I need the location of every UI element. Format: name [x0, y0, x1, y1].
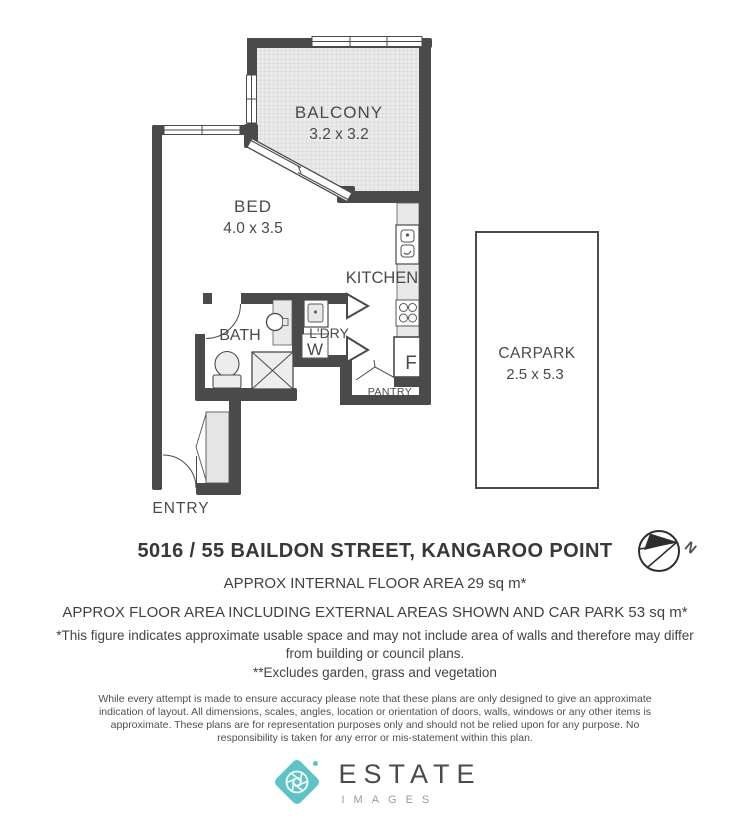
logo-subtitle: IMAGES	[341, 793, 439, 806]
internal-area-text: APPROX INTERNAL FLOOR AREA 29 sq m*	[223, 575, 527, 592]
laundry-tub-icon	[304, 300, 328, 327]
note-excludes-garden: **Excludes garden, grass and vegetation	[253, 665, 497, 680]
balcony-dims: 3.2 x 3.2	[309, 126, 369, 143]
carpark-label: CARPARK	[498, 345, 576, 362]
total-area-text: APPROX FLOOR AREA INCLUDING EXTERNAL AREAS SHOWN AND CAR PARK 53 sq m*	[62, 604, 688, 621]
entry-fixtures	[163, 412, 229, 488]
kitchen-label: KITCHEN	[345, 269, 419, 287]
kitchen-fixtures	[394, 203, 420, 377]
washer-label: W	[306, 340, 324, 359]
svg-text:F: F	[405, 353, 417, 374]
entry-label: ENTRY	[152, 500, 210, 517]
balcony-label: BALCONY	[294, 103, 384, 122]
pantry-label: PANTRY	[367, 386, 413, 398]
aperture-icon	[280, 765, 314, 799]
note-usable-space-text: *This figure indicates approximate usable space and may not include area of walls and therefore may differ from building or council plans.	[56, 628, 694, 661]
bed-label: BED	[234, 197, 272, 216]
laundry-label: L'DRY	[309, 325, 349, 341]
bath-fixtures	[206, 300, 293, 389]
pantry-door-icon	[356, 360, 397, 380]
camera-diamond-icon	[268, 753, 326, 811]
wardrobe-icon	[206, 412, 229, 483]
estate-images-logo	[0, 753, 750, 811]
note-usable-space	[0, 627, 750, 663]
disclaimer-text	[0, 693, 750, 745]
fridge-icon	[394, 337, 420, 377]
bath-label: BATH	[219, 327, 261, 344]
carpark-dims: 2.5 x 5.3	[506, 366, 564, 383]
page-title: 5016 / 55 BAILDON STREET, KANGAROO POINT	[137, 540, 613, 562]
entry-door-arc	[163, 455, 196, 488]
kitchen-sink-icon	[396, 225, 419, 264]
logo-name: ESTATE	[338, 758, 482, 789]
cooktop-icon	[396, 300, 419, 326]
compass-north-label: N	[681, 537, 700, 557]
wardrobe-door-icon	[196, 414, 206, 480]
bed-dims: 4.0 x 3.5	[223, 220, 283, 237]
disclaimer-text-inner: While every attempt is made to ensure accuracy please note that these plans are only designed to give an approximate indication of layout. All dimensions, scales, angles, location or orientation of doors, walls, windows or any other items is approximate. These plans are for representation purposes only and should not be relied upon for any purpose. No responsibility is taken for any error or mis-statement within this plan.	[98, 693, 652, 744]
shower-icon	[252, 352, 293, 389]
toilet-icon	[213, 352, 241, 389]
tap-icon	[283, 319, 289, 326]
logo-text	[338, 759, 481, 806]
opening-chevrons	[347, 294, 368, 362]
basin-icon	[267, 314, 284, 331]
